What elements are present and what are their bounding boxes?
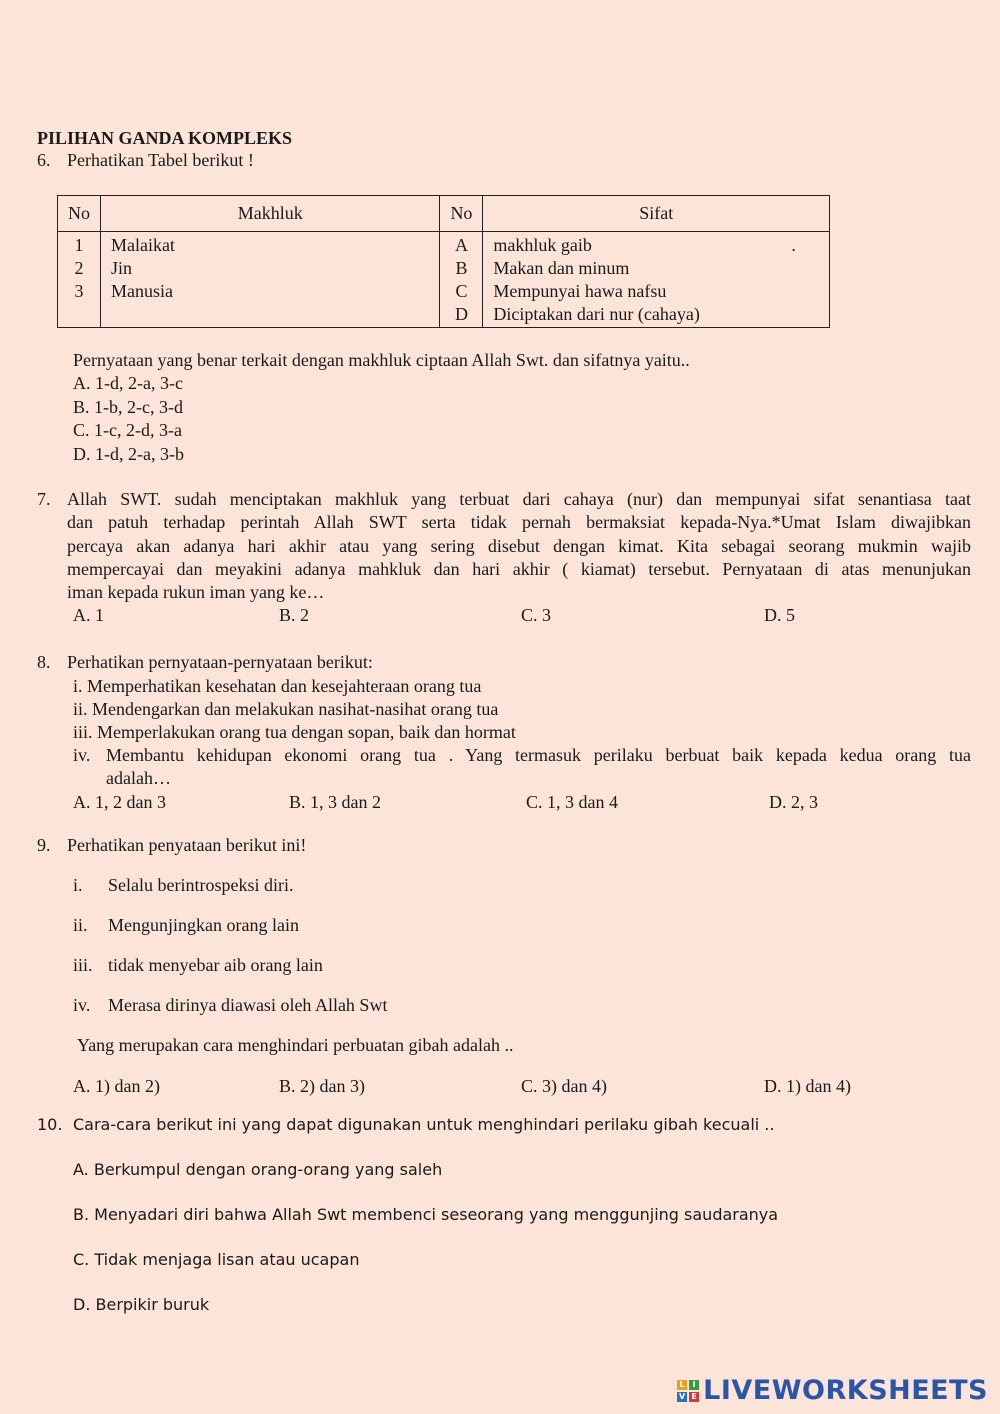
cell-letter: A [440,232,483,258]
q6-option-b[interactable]: B. 1-b, 2-c, 3-d [73,397,183,417]
q7-number: 7. [37,489,51,509]
q9-item-i-label: i. [73,875,83,895]
q8-option-d[interactable]: D. 2, 3 [769,792,818,812]
q6-option-d[interactable]: D. 1-d, 2-a, 3-b [73,444,184,464]
header-makhluk: Makhluk [100,196,440,232]
q10-option-a[interactable]: A. Berkumpul dengan orang-orang yang saleh [73,1160,443,1179]
q9-number: 9. [37,835,51,855]
q7-option-b[interactable]: B. 2 [279,605,310,625]
q7-option-c[interactable]: C. 3 [521,605,552,625]
q7-line-2: dan patuh terhadap perintah Allah SWT serta tidak pernah bermaksiat kepada-Nya.*Umat Islam diwajibkan [67,512,971,532]
cell-makhluk: Manusia [100,280,440,303]
q9-statement: Yang merupakan cara menghindari perbuatan gibah adalah .. [77,1035,514,1055]
matching-table [57,195,830,328]
q6-option-c[interactable]: C. 1-c, 2-d, 3-a [73,420,182,440]
table-row [58,280,830,303]
liveworksheets-logo[interactable] [677,1375,988,1406]
cell-sifat-text: makhluk gaib [493,235,592,255]
cell-makhluk: Jin [100,257,440,280]
q9-text: Perhatikan penyataan berikut ini! [67,835,307,855]
q8-item-iv-line-1: Membantu kehidupan ekonomi orang tua . Yang termasuk perilaku berbuat baik kepada kedua orang tua [106,745,971,765]
q8-item-iv-line-2: adalah… [106,768,171,788]
q8-item-iii: iii. Memperlakukan orang tua dengan sopan, baik dan hormat [73,722,516,742]
q7-line-1: Allah SWT. sudah menciptakan makhluk yang terbuat dari cahaya (nur) dan mempunyai sifat senantiasa taat [67,489,971,509]
logo-mark-v: V [679,1391,686,1401]
logo-mark-icon [677,1380,699,1402]
cell-sifat: Diciptakan dari nur (cahaya) [483,303,830,328]
q8-option-b[interactable]: B. 1, 3 dan 2 [289,792,381,812]
table-row [58,232,830,258]
q6-option-a[interactable]: A. 1-d, 2-a, 3-c [73,373,183,393]
q9-item-iv-label: iv. [73,995,91,1015]
q9-option-c[interactable]: C. 3) dan 4) [521,1076,607,1096]
q6-number: 6. [37,150,51,170]
q9-option-a[interactable]: A. 1) dan 2) [73,1076,160,1096]
section-title: PILIHAN GANDA KOMPLEKS [37,128,293,148]
q9-item-ii-text: Mengunjingkan orang lain [108,915,299,935]
q9-item-iii-text: tidak menyebar aib orang lain [108,955,323,975]
cell-sifat [483,232,830,258]
cell-sifat: Makan dan minum [483,257,830,280]
q9-option-b[interactable]: B. 2) dan 3) [279,1076,365,1096]
stray-dot: . [791,235,796,255]
q8-item-ii: ii. Mendengarkan dan melakukan nasihat-nasihat orang tua [73,699,499,719]
header-no-2: No [440,196,483,232]
q10-option-b[interactable]: B. Menyadari diri bahwa Allah Swt membenci seseorang yang menggunjing saudaranya [73,1205,779,1224]
q7-line-3: percaya akan adanya hari akhir atau yang sering disebut dengan kimat. Kita sebagai seorang mukmin wajib [67,536,971,556]
q7-option-a[interactable]: A. 1 [73,605,104,625]
table-row [58,303,830,328]
header-no: No [58,196,101,232]
cell-letter: D [440,303,483,328]
q8-option-a[interactable]: A. 1, 2 dan 3 [73,792,166,812]
q8-item-iv-label: iv. [73,745,91,765]
cell-no: 2 [58,257,101,280]
q8-text: Perhatikan pernyataan-pernyataan berikut: [67,652,373,672]
q10-number: 10. [37,1115,63,1134]
q8-option-c[interactable]: C. 1, 3 dan 4 [526,792,618,812]
q7-line-4: mempercayai dan meyakini adanya mahkluk dan hari akhir ( kiamat) tersebut. Pernyataan di atas menunjukan [67,559,971,579]
logo-text: LIVEWORKSHEETS [703,1375,988,1406]
cell-makhluk [100,303,440,328]
q6-statement: Pernyataan yang benar terkait dengan makhluk ciptaan Allah Swt. dan sifatnya yaitu.. [73,350,690,370]
cell-letter: B [440,257,483,280]
cell-no: 1 [58,232,101,258]
q9-item-i-text: Selalu berintrospeksi diri. [108,875,294,895]
logo-mark-i: I [689,1380,699,1390]
q9-option-d[interactable]: D. 1) dan 4) [764,1076,851,1096]
q7-line-5: iman kepada rukun iman yang ke… [67,582,325,602]
table-row [58,257,830,280]
q9-item-iv-text: Merasa dirinya diawasi oleh Allah Swt [108,995,388,1015]
logo-mark-e: E [689,1392,699,1402]
logo-mark-l: L [677,1380,687,1390]
q6-text: Perhatikan Tabel berikut ! [67,150,254,170]
cell-makhluk: Malaikat [100,232,440,258]
cell-no: 3 [58,280,101,303]
q9-item-iii-label: iii. [73,955,93,975]
q7-option-d[interactable]: D. 5 [764,605,795,625]
q9-item-ii-label: ii. [73,915,88,935]
cell-sifat: Mempunyai hawa nafsu [483,280,830,303]
q8-item-i: i. Memperhatikan kesehatan dan kesejahteraan orang tua [73,676,482,696]
q8-number: 8. [37,652,51,672]
header-sifat: Sifat [483,196,830,232]
table-header-row [58,196,830,232]
q10-text: Cara-cara berikut ini yang dapat digunakan untuk menghindari perilaku gibah kecuali .. [73,1115,775,1134]
q10-option-d[interactable]: D. Berpikir buruk [73,1295,210,1314]
cell-no [58,303,101,328]
q10-option-c[interactable]: C. Tidak menjaga lisan atau ucapan [73,1250,360,1269]
cell-letter: C [440,280,483,303]
